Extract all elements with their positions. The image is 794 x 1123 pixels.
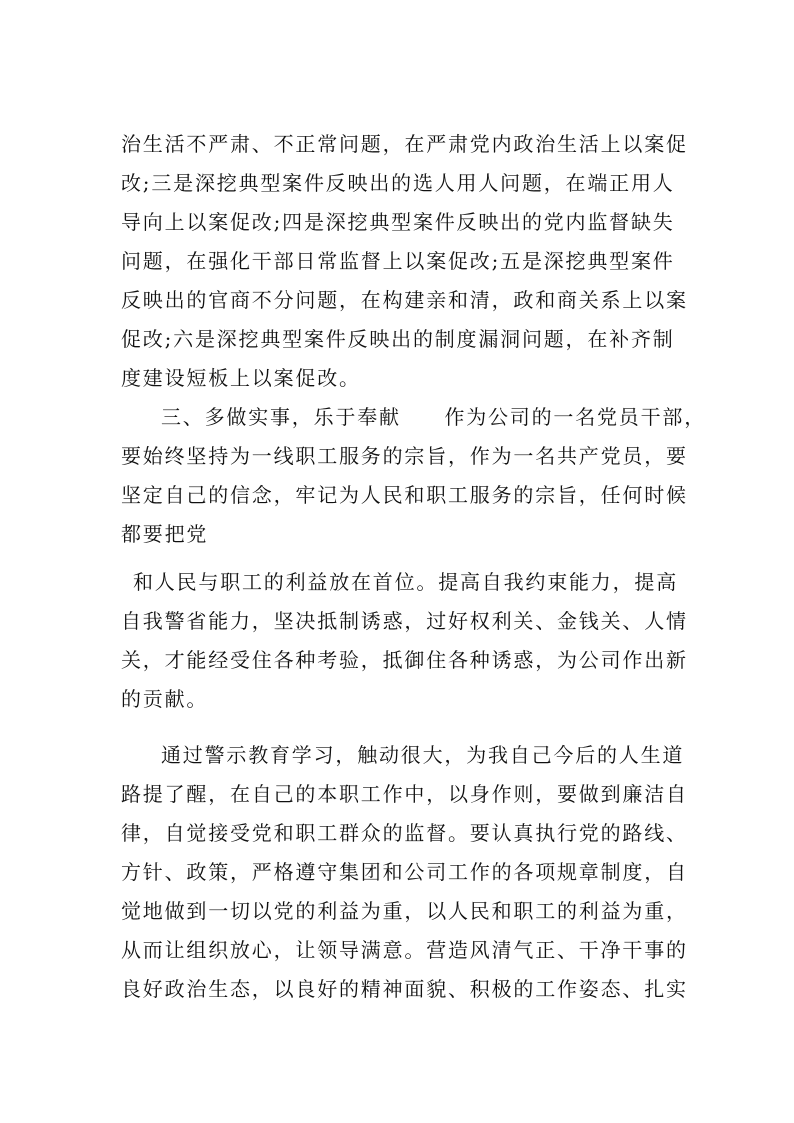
body-text-line: 促改;六是深挖典型案件反映出的制度漏洞问题，在补齐制 [121,327,675,351]
body-text-line: 路提了醒，在自己的本职工作中，以身作则，要做到廉洁自 [121,782,688,806]
body-text-line: 律，自觉接受党和职工群众的监督。要认真执行党的路线、 [121,821,688,845]
body-text-line: 问题，在强化干部日常监督上以案促改;五是深挖典型案件 [121,249,675,273]
body-text-line: 要始终坚持为一线职工服务的宗旨，作为一名共产党员，要 [121,444,688,468]
body-text-line: 从而让组织放心，让领导满意。营造风清气正、干净干事的 [121,938,688,962]
body-text-line: 坚定自己的信念，牢记为人民和职工服务的宗旨，任何时候 [121,483,688,507]
body-text-line: 自我警省能力，坚决抵制诱惑，过好权利关、金钱关、人情 [121,609,688,633]
body-text-line: 的贡献。 [121,687,209,711]
body-text-line: 良好政治生态，以良好的精神面貌、积极的工作姿态、扎实 [121,977,688,1001]
paragraph-first-line: 通过警示教育学习，触动很大，为我自己今后的人生道 [161,743,685,767]
body-text-line: 和人民与职工的利益放在首位。提高自我约束能力，提高 [133,570,678,594]
body-text-line: 都要把党 [121,522,209,546]
body-text-line: 改;三是深挖典型案件反映出的选人用人问题，在端正用人 [121,171,675,195]
body-text-line: 觉地做到一切以党的利益为重，以人民和职工的利益为重， [121,899,688,923]
body-text-line: 关，才能经受住各种考验，抵御住各种诱惑，为公司作出新 [121,648,688,672]
body-text-line: 度建设短板上以案促改。 [121,366,361,390]
body-text-line: 反映出的官商不分问题，在构建亲和清，政和商关系上以案 [121,288,688,312]
body-text-line: 导向上以案促改;四是深挖典型案件反映出的党内监督缺失 [121,210,675,234]
body-text-line: 方针、政策，严格遵守集团和公司工作的各项规章制度，自 [121,860,688,884]
body-text-line: 治生活不严肃、不正常问题，在严肃党内政治生活上以案促 [121,132,688,156]
section-heading-line: 三、多做实事，乐于奉献 作为公司的一名党员干部， [161,405,706,429]
